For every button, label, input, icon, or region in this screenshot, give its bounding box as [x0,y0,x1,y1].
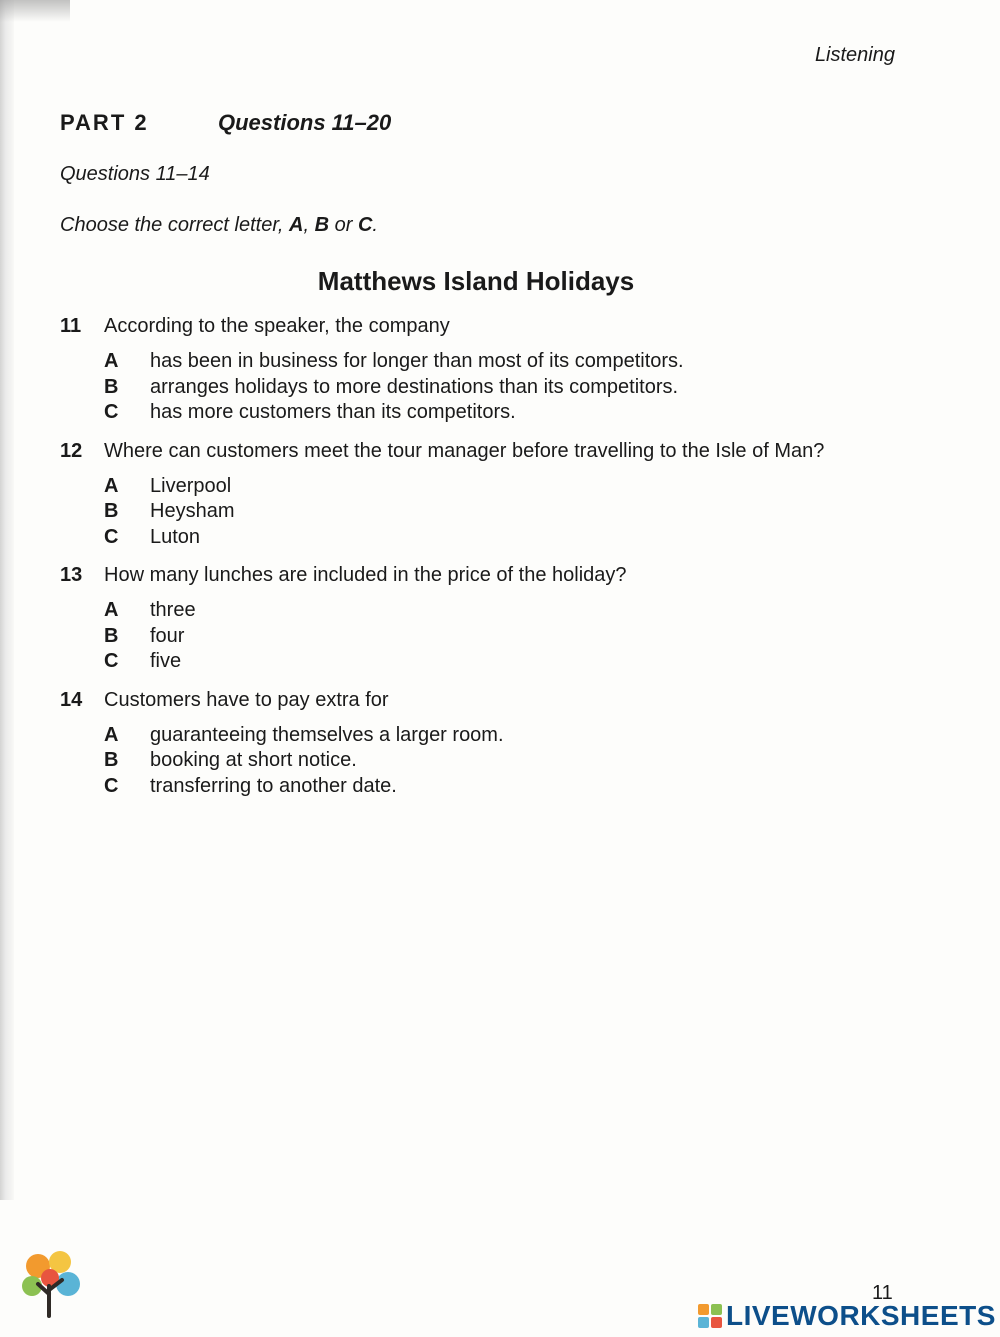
question-text: How many lunches are included in the price of the holiday? [104,564,627,586]
question-13 [60,562,940,675]
option-text: has been in business for longer than most of its competitors. [150,350,684,372]
option-text: guaranteeing themselves a larger room. [150,723,504,746]
option-letter: C [104,401,119,423]
option-letter: B [104,500,119,522]
part-label: PART 2 [60,110,149,135]
question-stem [60,687,940,713]
scan-edge-shadow [0,0,14,1200]
tree-icon [18,1250,86,1318]
option-c[interactable] [104,649,940,675]
question-list [60,313,940,811]
option-letter: B [104,624,119,647]
option-list [60,474,940,551]
option-text: booking at short notice. [150,749,357,771]
scan-corner-shadow [0,0,70,22]
part-heading [60,110,391,136]
question-stem [60,313,940,339]
question-14 [60,687,940,800]
option-list [60,349,940,426]
option-a[interactable] [104,474,940,500]
option-text: three [150,599,196,621]
question-number: 13 [60,564,83,586]
question-text: Where can customers meet the tour manager before travelling to the Isle of Man? [104,439,825,462]
option-c[interactable] [104,774,940,800]
option-a[interactable] [104,349,940,375]
subsection-question-range: Questions 11–14 [60,163,210,185]
part-question-range: Questions 11–20 [218,110,392,135]
question-number: 11 [60,315,82,337]
option-list [60,598,940,675]
question-stem [60,438,940,464]
option-text: transferring to another date. [150,774,397,797]
option-text: Luton [150,525,201,548]
question-12 [60,438,940,551]
page-number: 11 [872,1282,893,1304]
section-label: Listening [814,44,895,66]
document-title: Matthews Island Holidays [317,266,635,296]
option-letter: A [104,723,119,746]
option-letter: A [104,350,119,372]
question-text: According to the speaker, the company [104,315,450,337]
option-b[interactable] [104,748,940,774]
question-text: Customers have to pay extra for [104,688,389,711]
option-text: four [150,624,185,647]
option-text: five [150,650,182,672]
option-letter: C [104,650,119,672]
liveworksheets-brand[interactable] [698,1300,996,1332]
brand-squares-icon [698,1304,722,1328]
option-b[interactable] [104,499,940,525]
option-letter: A [104,474,119,497]
question-number: 12 [60,439,83,462]
question-number: 14 [60,688,83,711]
brand-text: LIVEWORKSHEETS [726,1300,996,1331]
option-c[interactable] [104,525,940,551]
option-text: Liverpool [150,474,232,497]
option-text: arranges holidays to more destinations than its competitors. [150,375,679,398]
option-text: Heysham [150,500,235,522]
option-letter: B [104,749,119,771]
option-letter: A [104,599,119,621]
option-list [60,723,940,800]
option-a[interactable] [104,598,940,624]
option-text: has more customers than its competitors. [150,401,516,423]
question-stem [60,562,940,588]
option-letter: C [104,525,119,548]
question-11 [60,313,940,426]
option-b[interactable] [104,375,940,401]
option-letter: B [104,375,119,398]
instruction: Choose the correct letter, A, B or C. [60,214,378,236]
option-c[interactable] [104,400,940,426]
option-b[interactable] [104,624,940,650]
option-a[interactable] [104,723,940,749]
option-letter: C [104,774,119,797]
